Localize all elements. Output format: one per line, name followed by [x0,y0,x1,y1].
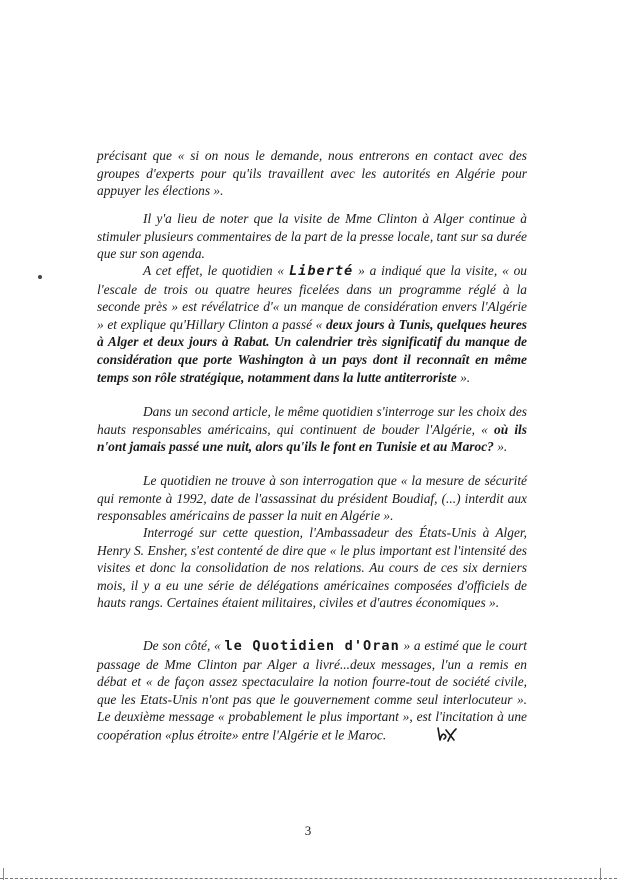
paragraph-3 [97,262,527,386]
margin-dot [38,275,42,279]
paragraph-3-bold: deux jours à Tunis, quelques heures à Alger et deux jours à Rabat. Un calendrier très significatif du manque de considération que porte Washington à un pays dont il reconnaît en même temps son rôle stratégique, notamment dans la lutte antiterroriste [97,316,527,385]
quotidien-d-oran-masthead: le Quotidien d'Oran [224,638,400,654]
paragraph-7-text-a: De son côté, « [143,638,225,653]
paragraph-6 [97,524,527,612]
paragraph-7 [97,637,527,747]
scan-edge-tick [3,868,4,880]
paragraph-1 [97,147,527,200]
bottom-scan-edge [0,878,617,879]
paragraph-4 [97,403,527,456]
paragraph-3-text-b: » a indiqué que la visite, « ou l'escale de trois ou quatre heures ficelées dans un programme réglé à la seconde près » est révélatrice d'« un manque de considération envers l'Algérie » et explique qu'Hillary Clinton a passé « [97,263,528,332]
paragraph-1-text: précisant que « si on nous le demande, nous entrerons en contact avec des groupes d'experts pour qu'ils travaillent avec les autorités en Algérie pour appuyer les élections ». [97,148,527,199]
liberte-masthead: Liberté [288,263,354,279]
paragraph-4-text-a: Dans un second article, le même quotidien s'interroge sur les choix des hauts responsables américains, qui continuent de bouder l'Algérie, « [97,404,527,437]
paragraph-3-text-c: ». [456,369,471,385]
scan-edge-tick [600,868,601,880]
paragraph-2-text: Il y'a lieu de noter que la visite de Mme Clinton à Alger continue à stimuler plusieurs commentaires de la part de la presse locale, tant sur sa durée que sur son agenda. [97,211,527,262]
paragraph-4-bold: où ils n'ont jamais passé une nuit, alors qu'ils le font en Tunisie et au Maroc? [97,421,527,455]
paragraph-4-text-b: ». [493,439,508,455]
paragraph-2 [97,210,527,263]
page-number: 3 [304,823,312,838]
paragraph-7-text-b: » a estimé que le court passage de Mme Clinton par Alger a livré...deux messages, l'un a remis en débat et « de façon assez spectaculaire la notion fourre-tout de société civile, que les Etats-Unis n'ont pas que le gouvernement comme seul interlocuteur ». Le deuxième message « probablement le plus important », est l'incitation à une coopération «plus étroite» entre l'Algérie et le Maroc. [97,638,527,743]
paragraph-5-text: Le quotidien ne trouve à son interrogation que « la mesure de sécurité qui remonte à 1992, date de l'assassinat du président Boudiaf, (...) interdit aux responsables américains de passer la nuit en Algérie ». [97,473,527,524]
paragraph-6-text: Interrogé sur cette question, l'Ambassadeur des États-Unis à Alger, Henry S. Ensher, s'est contenté de dire que « le plus important est l'intensité des visites et donc la consolidation de nos relations. Au cours de ces six derniers mois, il y a eu une série de délégations américaines composées d'officiels de hauts rangs. Certaines étaient militaires, civiles et d'autres économiques ». [97,525,527,611]
paragraph-3-text-a: A cet effet, le quotidien « [143,263,289,278]
initials-signature-icon [390,726,458,747]
paragraph-5 [97,472,527,525]
